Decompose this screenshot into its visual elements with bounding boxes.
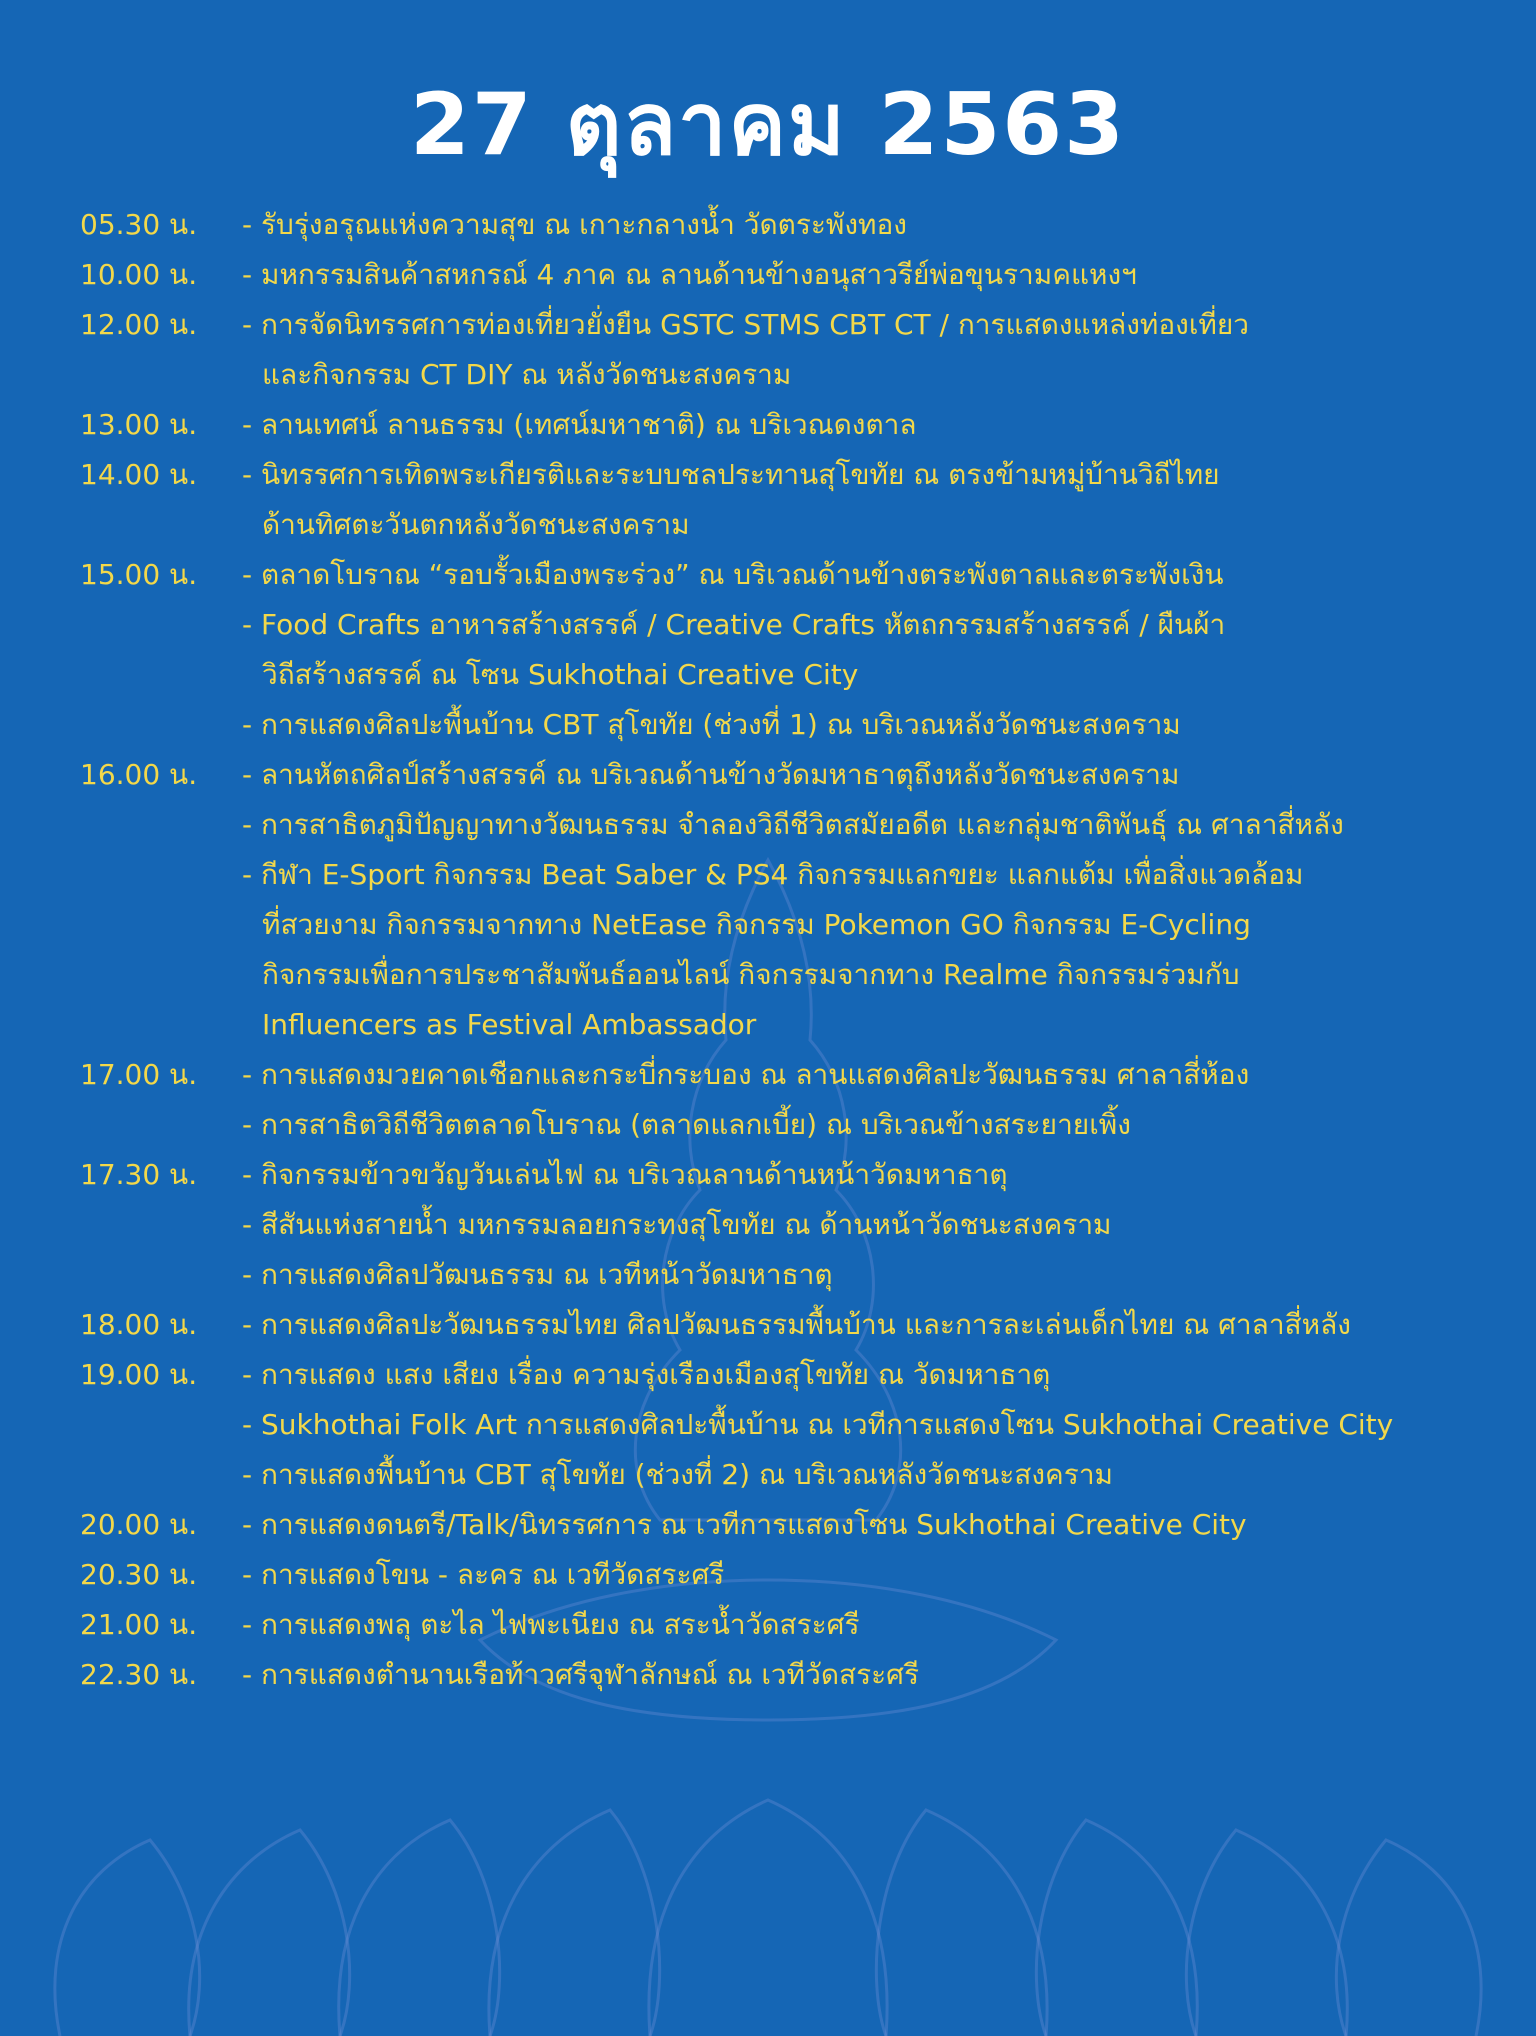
activity-text: - การจัดนิทรรศการท่องเที่ยวยั่งยืน GSTC STMS CBT CT / การแสดงแหล่งท่องเที่ยว: [242, 308, 1249, 341]
schedule-time: 10.00 น.: [80, 258, 198, 291]
lotus-petal: [876, 1810, 1047, 2036]
activity-item: [242, 850, 1500, 1050]
schedule-entry: [80, 1600, 1500, 1650]
activity-item: [242, 400, 1500, 450]
activity-text: - สีสันแห่งสายน้ำ มหกรรมลอยกระทงสุโขทัย ณ ด้านหน้าวัดชนะสงคราม: [242, 1208, 1112, 1241]
schedule-activities: [242, 250, 1500, 300]
schedule-time: 19.00 น.: [80, 1358, 198, 1391]
activity-text: ด้านทิศตะวันตกหลังวัดชนะสงคราม: [262, 508, 690, 541]
schedule-entry: [80, 750, 1500, 1050]
schedule-activities: [242, 1350, 1500, 1500]
schedule-entry: [80, 1050, 1500, 1150]
activity-item: [242, 600, 1500, 700]
schedule-activities: [242, 300, 1500, 400]
schedule-time: 15.00 น.: [80, 558, 198, 591]
schedule-entry: [80, 1500, 1500, 1550]
activity-text: และกิจกรรม CT DIY ณ หลังวัดชนะสงคราม: [262, 358, 792, 391]
schedule-time: 13.00 น.: [80, 408, 198, 441]
activity-text: กิจกรรมเพื่อการประชาสัมพันธ์ออนไลน์ กิจกรรมจากทาง Realme กิจกรรมร่วมกับ: [262, 958, 1240, 991]
activity-text: - การแสดงตำนานเรือท้าวศรีจุฬาลักษณ์ ณ เวทีวัดสระศรี: [242, 1658, 919, 1691]
activity-text: - ตลาดโบราณ “รอบรั้วเมืองพระร่วง” ณ บริเวณด้านข้างตระพังตาลและตระพังเงิน: [242, 558, 1224, 591]
activity-item: [242, 700, 1500, 750]
activity-text: - การแสดงโขน - ละคร ณ เวทีวัดสระศรี: [242, 1558, 725, 1591]
activity-item: [242, 1400, 1500, 1450]
activity-item: [242, 1500, 1500, 1550]
activity-text: - การสาธิตภูมิปัญญาทางวัฒนธรรม จำลองวิถีชีวิตสมัยอดีต และกลุ่มชาติพันธุ์ ณ ศาลาสี่หลัง: [242, 808, 1344, 841]
activity-text: - Sukhothai Folk Art การแสดงศิลปะพื้นบ้าน ณ เวทีการแสดงโซน Sukhothai Creative City: [242, 1408, 1394, 1441]
activity-item: [242, 750, 1500, 800]
schedule-time: 17.30 น.: [80, 1158, 198, 1191]
lotus-petal: [649, 1800, 887, 2036]
activity-text: - การแสดง แสง เสียง เรื่อง ความรุ่งเรืองเมืองสุโขทัย ณ วัดมหาธาตุ: [242, 1358, 1051, 1391]
activity-item: [242, 1250, 1500, 1300]
schedule-entry: [80, 1350, 1500, 1500]
lotus-petal: [489, 1810, 660, 2036]
activity-item: [242, 1300, 1500, 1350]
schedule-entry: [80, 1550, 1500, 1600]
activity-text: ที่สวยงาม กิจกรรมจากทาง NetEase กิจกรรม Pokemon GO กิจกรรม E-Cycling: [262, 908, 1251, 941]
lotus-petal: [1186, 1830, 1347, 2036]
activity-item: [242, 1050, 1500, 1100]
lotus-petal: [339, 1820, 500, 2036]
activity-item: [242, 1450, 1500, 1500]
activity-text: - การแสดงมวยคาดเชือกและกระบี่กระบอง ณ ลานแสดงศิลปะวัฒนธรรม ศาลาสี่ห้อง: [242, 1058, 1250, 1091]
schedule-entry: [80, 250, 1500, 300]
activity-text: - การสาธิตวิถีชีวิตตลาดโบราณ (ตลาดแลกเบี้ย) ณ บริเวณข้างสระยายเพิ้ง: [242, 1108, 1131, 1141]
activity-text: - กีฬา E-Sport กิจกรรม Beat Saber & PS4 กิจกรรมแลกขยะ แลกแต้ม เพื่อสิ่งแวดล้อม: [242, 858, 1304, 891]
activity-text: - ลานเทศน์ ลานธรรม (เทศน์มหาชาติ) ณ บริเวณดงตาล: [242, 408, 917, 441]
schedule-time: 14.00 น.: [80, 458, 198, 491]
activity-item: [242, 550, 1500, 600]
activity-item: [242, 300, 1500, 400]
activity-text: - การแสดงศิลปะวัฒนธรรมไทย ศิลปวัฒนธรรมพื้นบ้าน และการละเล่นเด็กไทย ณ ศาลาสี่หลัง: [242, 1308, 1351, 1341]
lotus-petal: [55, 1840, 200, 2036]
activity-text: Influencers as Festival Ambassador: [262, 1008, 757, 1041]
activity-text: - ลานหัตถศิลป์สร้างสรรค์ ณ บริเวณด้านข้างวัดมหาธาตุถึงหลังวัดชนะสงคราม: [242, 758, 1180, 791]
schedule-activities: [242, 1550, 1500, 1600]
schedule-activities: [242, 450, 1500, 550]
schedule-activities: [242, 200, 1500, 250]
schedule-activities: [242, 750, 1500, 1050]
activity-item: [242, 800, 1500, 850]
schedule-list: [80, 200, 1500, 1700]
schedule-activities: [242, 400, 1500, 450]
activity-text: วิถีสร้างสรรค์ ณ โซน Sukhothai Creative City: [262, 658, 859, 691]
schedule-time: 12.00 น.: [80, 308, 198, 341]
schedule-entry: [80, 550, 1500, 750]
schedule-activities: [242, 1300, 1500, 1350]
activity-item: [242, 1100, 1500, 1150]
lotus-petal: [1336, 1840, 1481, 2036]
activity-text: - การแสดงดนตรี/Talk/นิทรรศการ ณ เวทีการแสดงโซน Sukhothai Creative City: [242, 1508, 1247, 1541]
activity-text: - Food Crafts อาหารสร้างสรรค์ / Creative Crafts หัตถกรรมสร้างสรรค์ / ผืนผ้า: [242, 608, 1226, 641]
schedule-entry: [80, 450, 1500, 550]
schedule-time: 22.30 น.: [80, 1658, 198, 1691]
activity-text: - รับรุ่งอรุณแห่งความสุข ณ เกาะกลางน้ำ วัดตระพังทอง: [242, 208, 907, 241]
activity-text: - การแสดงศิลปะพื้นบ้าน CBT สุโขทัย (ช่วงที่ 1) ณ บริเวณหลังวัดชนะสงคราม: [242, 708, 1181, 741]
activity-text: - การแสดงพลุ ตะไล ไฟพะเนียง ณ สระน้ำวัดสระศรี: [242, 1608, 860, 1641]
schedule-time: 20.30 น.: [80, 1558, 198, 1591]
schedule-time: 05.30 น.: [80, 208, 198, 241]
activity-item: [242, 450, 1500, 550]
schedule-entry: [80, 1650, 1500, 1700]
lotus-petal: [189, 1830, 350, 2036]
schedule-activities: [242, 1600, 1500, 1650]
schedule-entry: [80, 200, 1500, 250]
schedule-time: 18.00 น.: [80, 1308, 198, 1341]
activity-text: - มหกรรมสินค้าสหกรณ์ 4 ภาค ณ ลานด้านข้างอนุสาวรีย์พ่อขุนรามคแหงฯ: [242, 258, 1137, 291]
schedule-entry: [80, 400, 1500, 450]
lotus-petal: [1036, 1820, 1197, 2036]
schedule-activities: [242, 1050, 1500, 1150]
activity-item: [242, 200, 1500, 250]
schedule-activities: [242, 1500, 1500, 1550]
activity-text: - นิทรรศการเทิดพระเกียรติและระบบชลประทานสุโขทัย ณ ตรงข้ามหมู่บ้านวิถีไทย: [242, 458, 1220, 491]
schedule-entry: [80, 300, 1500, 400]
activity-text: - กิจกรรมข้าวขวัญวันเล่นไฟ ณ บริเวณลานด้านหน้าวัดมหาธาตุ: [242, 1158, 1008, 1191]
activity-text: - การแสดงศิลปวัฒนธรรม ณ เวทีหน้าวัดมหาธาตุ: [242, 1258, 833, 1291]
schedule-time: 16.00 น.: [80, 758, 198, 791]
activity-item: [242, 1200, 1500, 1250]
activity-item: [242, 1150, 1500, 1200]
schedule-time: 17.00 น.: [80, 1058, 198, 1091]
schedule-activities: [242, 550, 1500, 750]
schedule-activities: [242, 1650, 1500, 1700]
schedule-entry: [80, 1300, 1500, 1350]
schedule-time: 20.00 น.: [80, 1508, 198, 1541]
activity-item: [242, 1600, 1500, 1650]
schedule-activities: [242, 1150, 1500, 1300]
schedule-time: 21.00 น.: [80, 1608, 198, 1641]
activity-text: - การแสดงพื้นบ้าน CBT สุโขทัย (ช่วงที่ 2) ณ บริเวณหลังวัดชนะสงคราม: [242, 1458, 1114, 1491]
activity-item: [242, 1350, 1500, 1400]
activity-item: [242, 250, 1500, 300]
activity-item: [242, 1650, 1500, 1700]
activity-item: [242, 1550, 1500, 1600]
page-title: 27 ตุลาคม 2563: [410, 75, 1126, 175]
schedule-entry: [80, 1150, 1500, 1300]
